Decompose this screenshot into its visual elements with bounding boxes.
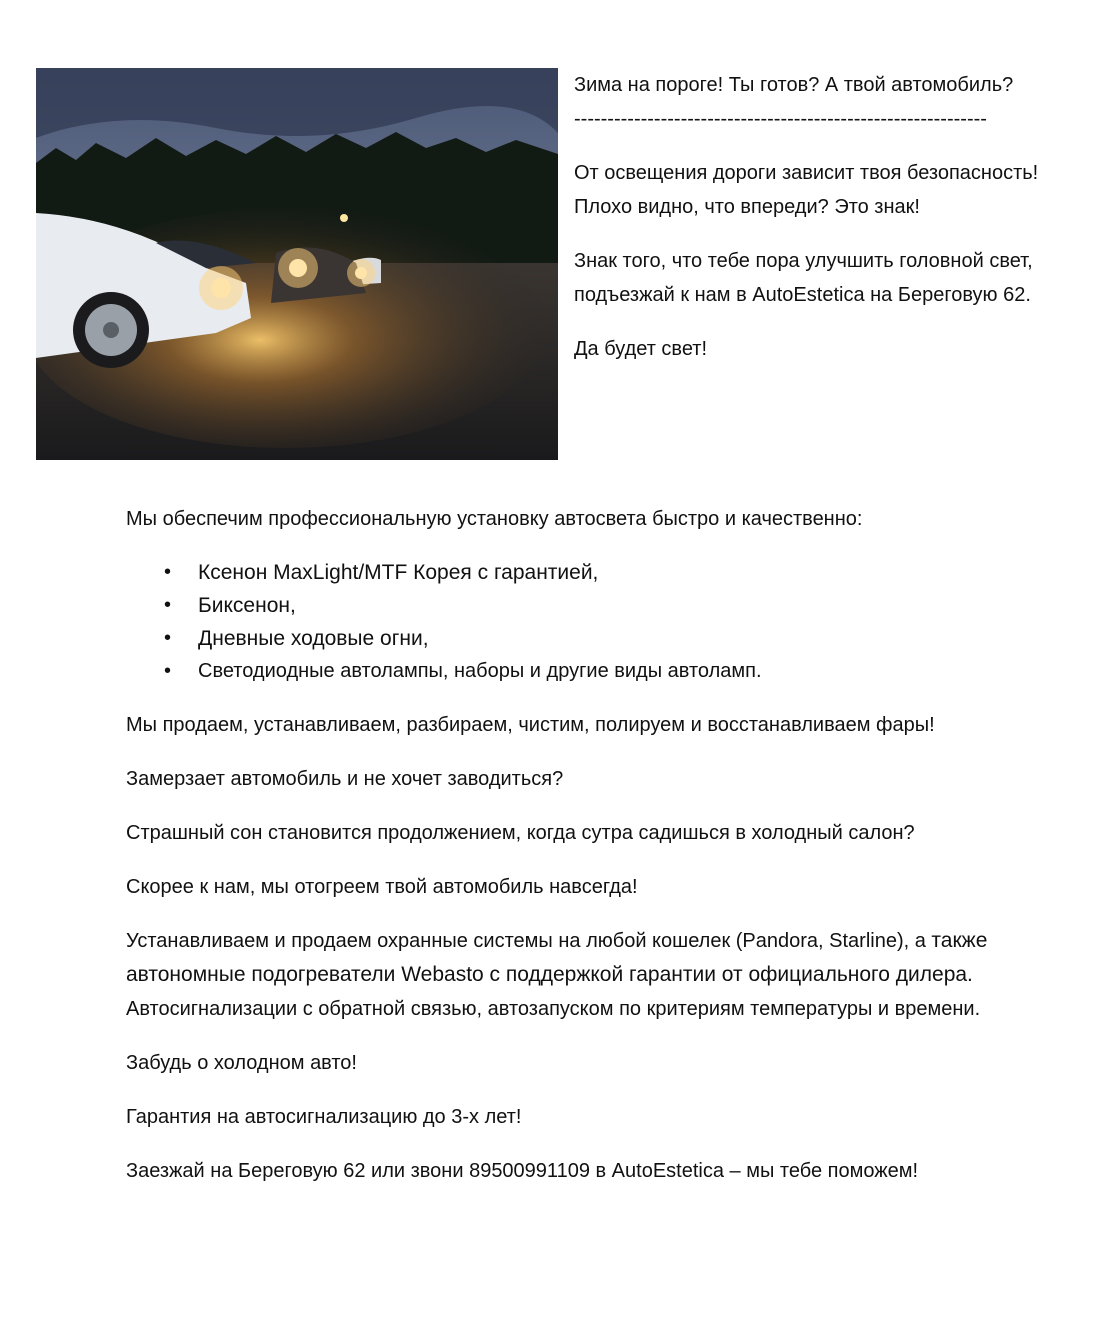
list-item: • Светодиодные автолампы, наборы и другие виды автоламп.	[126, 655, 1046, 688]
divider-line: --------------------------------------------------------------	[574, 108, 987, 130]
contact-paragraph: Заезжай на Береговую 62 или звони 89500991109 в AutoEstetica – мы тебе поможем!	[126, 1160, 919, 1182]
lead-paragraph: Мы обеспечим профессиональную установку автосвета быстро и качественно:	[126, 508, 863, 530]
bullet-icon: •	[164, 660, 172, 682]
cars-headlights-photo	[36, 68, 558, 460]
bullet-icon: •	[164, 561, 172, 583]
warm-paragraph: Скорее к нам, мы отогреем твой автомобиль навсегда!	[126, 876, 638, 898]
intro-paragraph-light: Да будет свет!	[574, 338, 707, 360]
main-text	[126, 502, 1046, 1208]
dream-paragraph: Страшный сон становится продолжением, когда сутра садишься в холодный салон?	[126, 822, 915, 844]
headlights-paragraph: Мы продаем, устанавливаем, разбираем, чистим, полируем и восстанавливаем фары!	[126, 714, 935, 736]
list-item: • Дневные ходовые огни,	[126, 622, 1046, 655]
intro-paragraph-headlight: Знак того, что тебе пора улучшить головной свет, подъезжай к нам в AutoEstetica на Береговую 62.	[574, 250, 1033, 306]
bullet-icon: •	[164, 627, 172, 649]
alarm-paragraph: Устанавливаем и продаем охранные системы на любой кошелек (Pandora, Starline), а также автономные подогреватели Webasto с поддержкой гарантии от официального дилера. Автосигнализации с обратной связью, автозапуском по критериям температуры и времени.	[126, 929, 988, 1020]
services-list	[126, 556, 1046, 688]
intro-column	[574, 68, 1074, 386]
list-item: • Биксенон,	[126, 589, 1046, 622]
bullet-icon: •	[164, 594, 172, 616]
guarantee-paragraph: Гарантия на автосигнализацию до 3-х лет!	[126, 1106, 522, 1128]
intro-paragraph-safety: От освещения дороги зависит твоя безопасность! Плохо видно, что впереди? Это знак!	[574, 162, 1039, 218]
forget-paragraph: Забудь о холодном авто!	[126, 1052, 357, 1074]
list-item: • Ксенон MaxLight/MTF Корея с гарантией,	[126, 556, 1046, 589]
freeze-paragraph: Замерзает автомобиль и не хочет заводиться?	[126, 768, 564, 790]
headline: Зима на пороге! Ты готов? А твой автомобиль?	[574, 74, 1014, 96]
